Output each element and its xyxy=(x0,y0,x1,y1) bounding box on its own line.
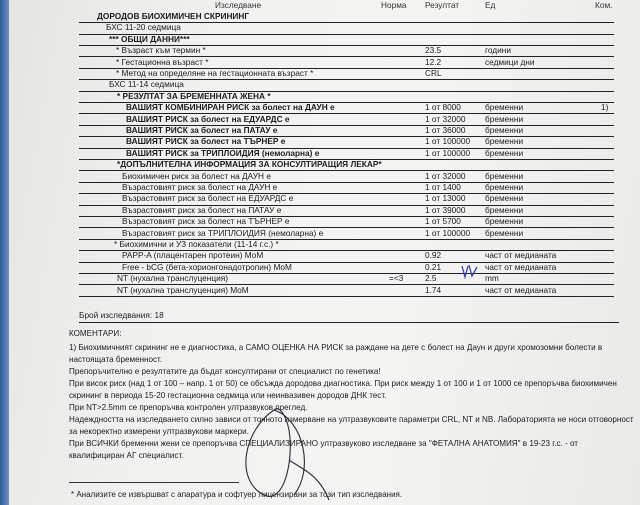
comment-line: При NT>2.5mm се препоръчва контролен ултразвуков преглед. xyxy=(69,403,308,412)
row-unit: бременни xyxy=(485,227,524,238)
row-label: * Метод на определяне на гестационната възраст * xyxy=(116,68,314,78)
row-label: ВАШИЯТ КОМБИНИРАН РИСК за болест на ДАУН е xyxy=(126,102,335,113)
row-result: 0.92 xyxy=(425,250,442,261)
table-row xyxy=(79,91,614,103)
table-row xyxy=(79,239,614,251)
row-result: 2.5 xyxy=(425,273,437,284)
table-row xyxy=(79,125,614,137)
header-unit: Ед xyxy=(485,0,496,10)
row-label: * Възраст към термин * xyxy=(116,45,206,56)
table-row xyxy=(79,68,614,80)
table-row xyxy=(79,171,614,183)
comment-line: При ВСИЧКИ бременни жени се препоръчва СПЕЦИАЛИЗИРАНО ултразвуково изследване за "ФЕТАЛНА АНАТОМИЯ" в 19-23 г.с. - от квалифициран АГ специалист. xyxy=(69,439,578,460)
row-result: 12.2 xyxy=(425,56,442,67)
table-row xyxy=(79,11,614,23)
comment-line: При висок риск (над 1 от 100 – напр. 1 от 50) се обсъжда дородова диагностика. При риск между 1 от 100 и 1 от 1000 се препоръчва биохимичен скрининг в периода 15-20 гестационна седмица или неинвазивен дородов ДНК тест. xyxy=(69,379,617,400)
row-result: 1 от 39000 xyxy=(425,204,466,215)
row-label: * РЕЗУЛТАТ ЗА БРЕМЕННАТА ЖЕНА * xyxy=(117,90,271,101)
row-label: ВАШИЯТ РИСК за болест на ПАТАУ е xyxy=(126,125,278,135)
row-unit: бременни xyxy=(485,170,524,181)
footnote: * Анализите се извършват с апаратура и софтуер лицензирани за този тип изследвания. xyxy=(71,490,403,499)
table-row xyxy=(79,102,614,114)
header-comment: Ком. xyxy=(595,0,613,10)
table-row xyxy=(79,114,614,126)
row-result: 1 от 1400 xyxy=(425,182,461,192)
row-unit: част от медианата xyxy=(485,261,557,272)
row-unit: бременни xyxy=(485,193,524,204)
table-row xyxy=(79,216,614,228)
row-result: 1 от 5700 xyxy=(425,216,461,227)
table-row xyxy=(79,45,614,57)
row-label: Възрастовият риск за болест на ПАТАУ е xyxy=(122,204,282,215)
table-row xyxy=(79,34,614,46)
row-unit: бременни xyxy=(485,136,524,147)
row-result: 1 от 100000 xyxy=(425,147,471,158)
row-label: NT (нухална транслуценция) MoM xyxy=(117,284,249,295)
row-result: 0.21 xyxy=(425,261,442,272)
row-label: Биохимичен риск за болест на ДАУН е xyxy=(122,170,271,181)
table-header xyxy=(9,0,640,10)
table-row xyxy=(79,205,614,217)
row-label: ВАШИЯТ РИСК за ТРИПЛОИДИЯ (немоларна) е xyxy=(126,147,320,158)
comment-line: 1) Биохимичният скрининг не е диагностика, а САМО ОЦЕНКА НА РИСК за раждане на дете с болест на Даун и други хромозомни болести в настоящата бременност. xyxy=(69,343,603,364)
row-label: БХС 11-20 седмица xyxy=(106,22,181,33)
row-label: БХС 11-14 седмица xyxy=(109,79,184,90)
handwritten-check-icon xyxy=(459,262,481,282)
row-label: ДОРОДОВ БИОХИМИЧЕН СКРИНИНГ xyxy=(97,11,250,21)
row-unit: бременни xyxy=(485,113,524,124)
row-result: 1 от 13000 xyxy=(425,193,466,204)
row-result: 1 от 32000 xyxy=(425,113,466,124)
row-result: 1.74 xyxy=(425,284,442,295)
signature-icon xyxy=(234,400,344,505)
comments-section xyxy=(69,328,634,462)
row-result: 1 от 32000 xyxy=(425,170,466,181)
table-row xyxy=(79,193,614,205)
table-row xyxy=(79,22,614,34)
divider xyxy=(69,482,239,483)
table-row xyxy=(79,136,614,148)
row-label: ВАШИЯТ РИСК за болест на ТЪРНЕР е xyxy=(126,136,286,147)
row-label: *** ОБЩИ ДАННИ*** xyxy=(109,33,190,44)
header-norm: Норма xyxy=(381,0,407,10)
row-result: 1 от 8000 xyxy=(425,102,461,113)
table-row xyxy=(79,262,614,274)
row-label: *ДОПЪЛНИТЕЛНА ИНФОРМАЦИЯ ЗА КОНСУЛТИРАЩИЯ ЛЕКАР* xyxy=(117,159,382,170)
row-label: ВАШИЯТ РИСК за болест на ЕДУАРДС е xyxy=(126,113,290,124)
row-unit: част от медианата xyxy=(485,284,557,295)
page-edge xyxy=(0,0,9,505)
row-result: CRL xyxy=(425,68,442,78)
row-label: PAPP-A (плацентарен протеин) MoM xyxy=(122,250,264,261)
row-unit: години xyxy=(485,45,511,56)
row-result: 1 от 36000 xyxy=(425,125,466,135)
row-result: 1 от 100000 xyxy=(425,136,471,147)
header-result: Резултат xyxy=(425,0,460,10)
row-unit: част от медианата xyxy=(485,250,557,261)
row-result: 23.5 xyxy=(425,45,442,56)
test-count: Брой изследвания: 18 xyxy=(79,310,619,323)
row-comment: 1) xyxy=(601,102,609,113)
row-unit: бременни xyxy=(485,182,524,192)
row-unit: mm xyxy=(485,273,499,284)
lab-report xyxy=(9,0,640,505)
row-label: Възрастовият риск за болест на ЕДУАРДС е xyxy=(122,193,294,204)
row-unit: бременни xyxy=(485,204,524,215)
row-result: 1 от 100000 xyxy=(425,227,471,238)
table-row xyxy=(79,285,614,297)
table-row xyxy=(79,273,614,285)
table-row xyxy=(79,250,614,262)
comment-line: Надеждността на изследването силно зависи от точното измерване на ултразвуковите параметри CRL, NT и NB. Лабораторията не носи отговорност за некоректно измерени ултразвукови маркери. xyxy=(69,415,634,436)
row-label: Възрастовият риск за болест на ДАУН е xyxy=(122,182,278,192)
table-row xyxy=(79,57,614,69)
header-test: Изследване xyxy=(215,0,262,10)
table-row xyxy=(79,228,614,240)
table-row xyxy=(79,79,614,91)
row-label: Възрастовият риск за ТРИПЛОИДИЯ (немоларна) е xyxy=(122,227,324,238)
comment-line: Препоръчително е резултатите да бъдат консултирани от специалист по генетика! xyxy=(69,367,381,376)
row-unit: бременни xyxy=(485,102,524,113)
row-label: * Биохимични и УЗ показатели (11-14 г.с.) * xyxy=(114,239,279,249)
row-unit: бременни xyxy=(485,125,524,135)
row-unit: бременни xyxy=(485,147,524,158)
row-norm: =<3 xyxy=(389,273,404,284)
row-unit: седмици дни xyxy=(485,56,535,67)
row-label: Възрастовият риск за болест на ТЪРНЕР е xyxy=(122,216,290,227)
row-label: * Гестационна възраст * xyxy=(116,56,209,67)
row-label: Free - bCG (бета-хорионгонадотропин) MoM xyxy=(122,261,292,272)
table-row xyxy=(79,148,614,160)
table-row xyxy=(79,182,614,194)
comments-title: КОМЕНТАРИ: xyxy=(69,329,122,338)
row-label: NT (нухална транслуценция) xyxy=(117,273,228,284)
table-row xyxy=(79,159,614,171)
row-unit: бременни xyxy=(485,216,524,227)
